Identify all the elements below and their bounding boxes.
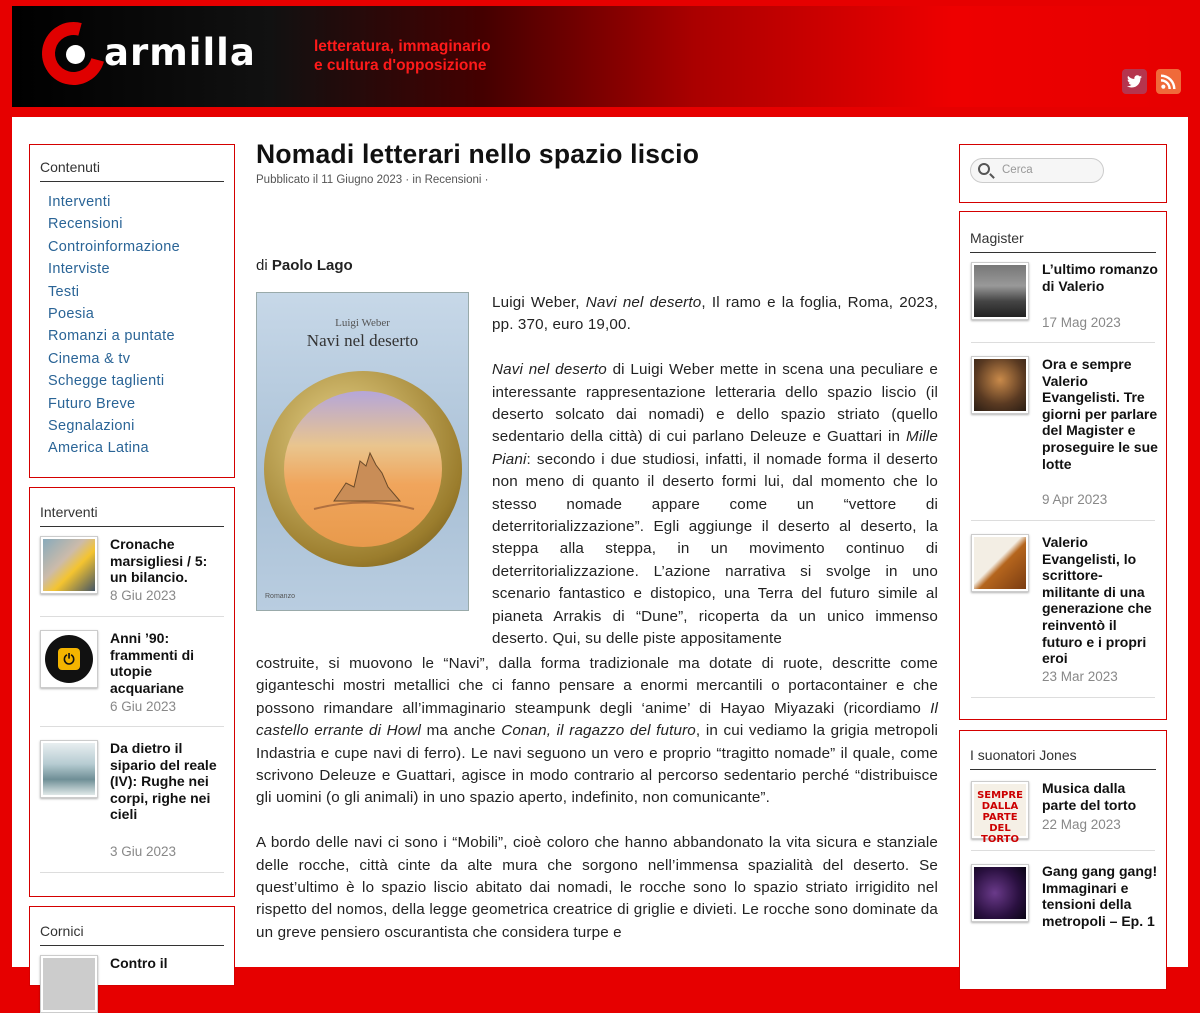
article-text-bottom bbox=[256, 653, 938, 967]
article bbox=[256, 139, 939, 941]
post-date: 22 Mag 2023 bbox=[1042, 817, 1121, 832]
contenuti-widget bbox=[29, 144, 235, 478]
menu-item-romanzi[interactable]: Romanzi a puntate bbox=[48, 328, 175, 345]
post-thumbnail[interactable]: SEMPRE DALLA PARTE DEL TORTO bbox=[971, 781, 1029, 839]
post-thumbnail[interactable] bbox=[971, 262, 1029, 320]
post-title[interactable]: L’ultimo romanzo di Valerio bbox=[1042, 261, 1158, 294]
suonatori-title: I suonatori Jones bbox=[970, 747, 1156, 770]
menu-item-controinformazione[interactable]: Controinformazione bbox=[48, 238, 180, 255]
post-date: 23 Mar 2023 bbox=[1042, 669, 1118, 684]
cover-title: Navi nel deserto bbox=[306, 331, 419, 350]
article-byline: di Paolo Lago bbox=[256, 257, 353, 274]
article-title[interactable]: Nomadi letterari nello spazio liscio bbox=[256, 139, 700, 169]
post-title[interactable]: Da dietro il sipario del reale (IV): Rughe nei corpi, righe nei cieli bbox=[110, 740, 217, 823]
magister-title: Magister bbox=[970, 230, 1156, 253]
post-thumbnail[interactable] bbox=[40, 536, 98, 594]
rss-icon[interactable] bbox=[1156, 69, 1181, 94]
porthole-illustration bbox=[264, 371, 462, 567]
post-thumbnail[interactable] bbox=[40, 740, 98, 798]
menu-item-futuro-breve[interactable]: Futuro Breve bbox=[48, 395, 136, 412]
post-thumbnail[interactable] bbox=[40, 955, 98, 1013]
post-date: 6 Giu 2023 bbox=[110, 699, 177, 714]
post-thumbnail[interactable] bbox=[971, 356, 1029, 414]
cover-publisher: Romanzo bbox=[265, 593, 295, 600]
article-author[interactable]: Paolo Lago bbox=[271, 257, 353, 274]
site-tagline: letteratura, immaginario e cultura d'opposizione bbox=[314, 38, 491, 74]
book-cover bbox=[256, 292, 469, 611]
menu-item-interviste[interactable]: Interviste bbox=[48, 261, 110, 278]
cornici-widget bbox=[29, 906, 235, 986]
article-text-top bbox=[492, 292, 938, 673]
post-date: 17 Mag 2023 bbox=[1042, 315, 1121, 330]
post-title[interactable]: Musica dalla parte del torto bbox=[1042, 780, 1137, 813]
cover-author: Luigi Weber bbox=[335, 317, 390, 329]
suonatori-widget bbox=[959, 730, 1167, 990]
paragraph-1-start: Navi nel deserto di Luigi Weber mette in scena una peculiare e interessante rappresentazione letteraria dello spazio liscio (il deserto solcato dai nomadi) e dello spazio striato (quello sedentario della città) di cui parlano Deleuze e Guattari in Mille Piani: secondo i due studiosi, infatti, il nomade forma il deserto non meno di quanto il deserto formi lui, dal momento che lo stesso nomade appare come un “vettore di deterritorializzazione”. Egli aggiunge il deserto al deserto, la steppa alla steppa, in un movimento continuo di deterritorializzazione. L’azione narrativa si svolge in uno scenario fantastico e distopico, una Terra del futuro simile al pianeta Arrakis di “Dune”, ricoperta da un unico immenso deserto. Qui, su delle piste appositamente bbox=[492, 361, 938, 648]
search-input[interactable]: Cerca bbox=[970, 158, 1104, 183]
cornici-title: Cornici bbox=[40, 923, 224, 946]
bibliography: Luigi Weber, Navi nel deserto, Il ramo e la foglia, Roma, 2023, pp. 370, euro 19,00. bbox=[492, 294, 938, 334]
post-title[interactable]: Ora e sempre Valerio Evangelisti. Tre giorni per parlare del Magister e proseguire le sue lotte bbox=[1042, 356, 1158, 472]
menu-item-testi[interactable]: Testi bbox=[48, 283, 80, 300]
post-thumbnail[interactable] bbox=[971, 534, 1029, 592]
contenuti-title: Contenuti bbox=[40, 159, 224, 182]
paragraph-2: A bordo delle navi ci sono i “Mobili”, cioè coloro che hanno abbandonato la vita sicura e stanziale delle rocche, città cinte da alte mura che sorgono nell’immensa spazialità del deserto. Se quest’ultimo è lo spazio liscio abitato dai nomadi, le rocche sono lo spazio striato irrigidito nel rispetto del nomos, della legge geometrica creatrice di griglie e divieti. Le rocche sono dominate da un greve pensiero oscurantista che considera turpe e bbox=[256, 834, 938, 941]
post-date: 9 Apr 2023 bbox=[1042, 492, 1108, 507]
post-title[interactable]: Gang gang gang! Immaginari e tensioni della metropoli – Ep. 1 bbox=[1042, 863, 1158, 929]
post-title[interactable]: Contro il bbox=[110, 955, 168, 971]
power-icon: ⏻ bbox=[58, 648, 80, 670]
menu-item-segnalazioni[interactable]: Segnalazioni bbox=[48, 418, 135, 435]
search-icon bbox=[978, 163, 990, 175]
twitter-icon[interactable] bbox=[1122, 69, 1147, 94]
menu-item-schegge[interactable]: Schegge taglienti bbox=[48, 373, 165, 390]
contenuti-menu bbox=[48, 191, 234, 460]
logo-dot bbox=[66, 45, 85, 64]
menu-item-poesia[interactable]: Poesia bbox=[48, 306, 95, 323]
post-thumbnail[interactable] bbox=[40, 630, 98, 688]
magister-widget bbox=[959, 211, 1167, 720]
post-title[interactable]: Valerio Evangelisti, lo scrittore-militante di una generazione che reinventò il futuro e i propri eroi bbox=[1042, 534, 1152, 667]
interventi-title: Interventi bbox=[40, 504, 224, 527]
menu-item-interventi[interactable]: Interventi bbox=[48, 194, 111, 210]
post-date: 3 Giu 2023 bbox=[110, 844, 177, 859]
menu-item-america-latina[interactable]: America Latina bbox=[48, 440, 149, 457]
paragraph-1-end: costruite, si muovono le “Navi”, dalla forma tradizionale ma dotate di ruote, descritte come giganteschi mostri metallici che ci fanno pensare a enormi mercantili o portacontainer e che possono rimandare all’immaginario steampunk degli ‘anime’ di Hayao Miyazaki (ricordiamo Il castello errante di Howl ma anche Conan, il ragazzo del futuro, in cui vediamo la grigia metropoli Indastria e cupe navi di ferro). Le navi seguono un vero e proprio “tragitto nomade” il quale, come scrivono Deleuze e Guattari, agisce in modo contrario al percorso sedentario perché “distribuisce gli uomini (o gli animali) in uno spazio aperto, indefinito, non comunicante”. bbox=[256, 655, 939, 807]
site-name[interactable]: armilla bbox=[104, 31, 256, 74]
post-thumbnail[interactable] bbox=[971, 864, 1029, 922]
search-widget bbox=[959, 144, 1167, 203]
post-title[interactable]: Cronache marsigliesi / 5: un bilancio. bbox=[110, 536, 208, 586]
menu-item-cinema[interactable]: Cinema & tv bbox=[48, 350, 131, 367]
post-date: 8 Giu 2023 bbox=[110, 588, 177, 603]
menu-item-recensioni[interactable]: Recensioni bbox=[48, 216, 123, 233]
site-header bbox=[12, 6, 1188, 107]
post-title[interactable]: Anni ’90: frammenti di utopie acquariane bbox=[110, 630, 195, 696]
article-meta: Pubblicato il 11 Giugno 2023 · in Recensioni · bbox=[256, 174, 489, 186]
interventi-widget bbox=[29, 487, 235, 897]
